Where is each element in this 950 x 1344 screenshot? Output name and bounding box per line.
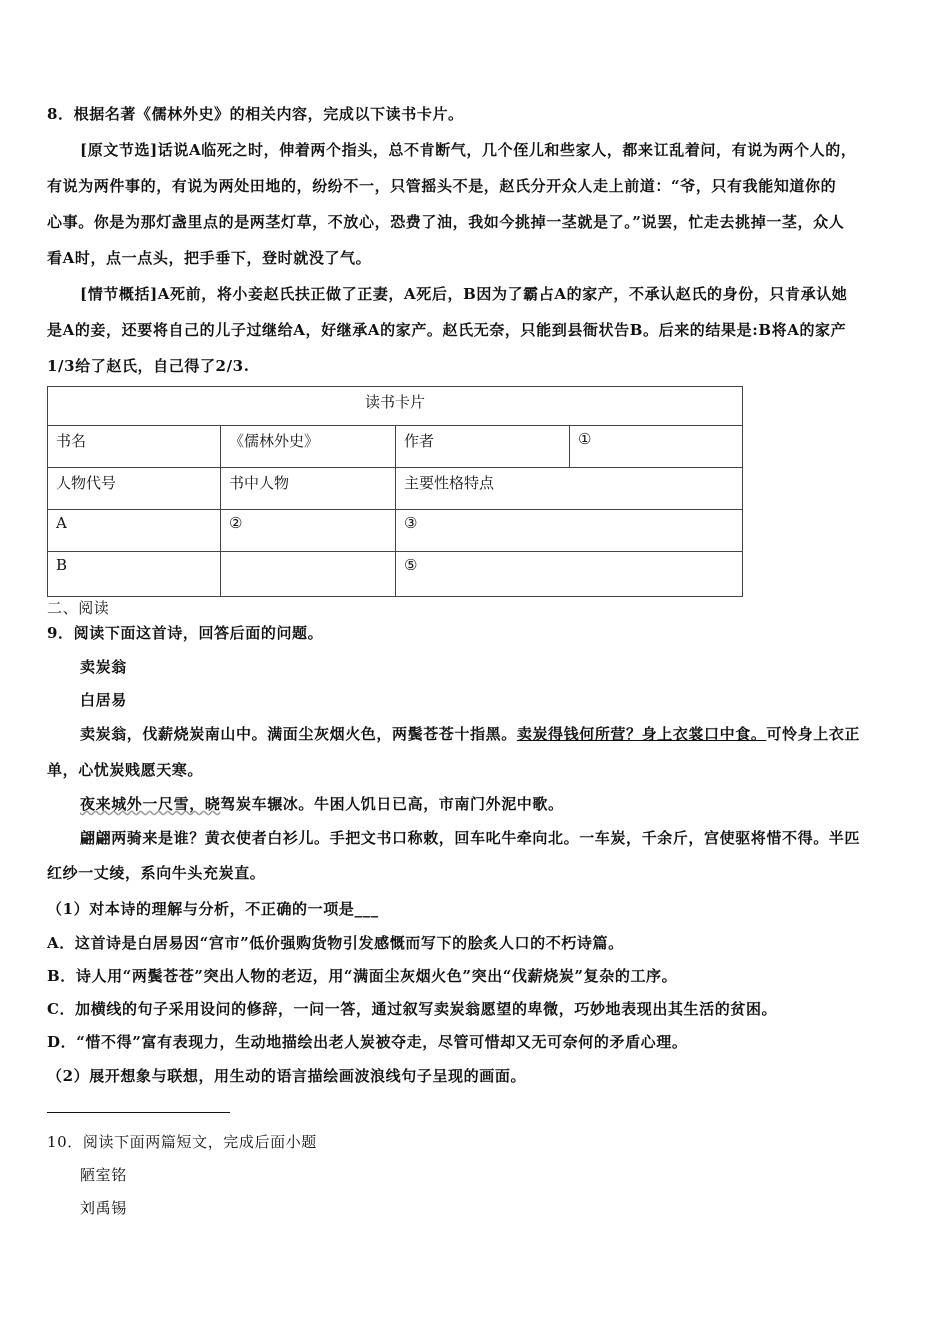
subquestion-1: （1）对本诗的理解与分析，不正确的一项是___ (47, 900, 379, 918)
cell (221, 552, 396, 597)
section-heading: 二、阅读 (47, 599, 110, 617)
cell: ① (570, 426, 743, 468)
card-title: 读书卡片 (48, 387, 743, 426)
text: 驾炭车辗冰。牛困人饥日已高，市南门外泥中歌。 (220, 795, 564, 813)
q8-orig-line: 有说为两件事的，有说为两处田地的，纷纷不一，只管摇头不是，赵氏分开众人走上前道：“爷，只有我能知道你的 (47, 177, 837, 195)
cell: 书中人物 (221, 468, 396, 510)
q10-text-title: 陋室铭 (80, 1166, 127, 1184)
q8-orig-line: [原文节选]话说A临死之时，伸着两个指头，总不肯断气，几个侄儿和些家人，都来讧乱着问，有说为两个人的， (80, 141, 857, 159)
text: 可怜身上衣正 (766, 725, 861, 743)
cell: A (48, 510, 221, 552)
q8-orig-line: 看A时，点一点头，把手垂下，登时就没了气。 (47, 249, 372, 267)
cell: 主要性格特点 (396, 468, 743, 510)
poem-title: 卖炭翁 (80, 658, 127, 676)
q8-summary-line: 是A的妾，还要将自己的儿子过继给A，好继承A的家产。赵氏无奈，只能到县衙状告B。后来的结果是:B将A的家产 (47, 321, 847, 339)
poem-line (80, 723, 860, 744)
q10-title: 10．阅读下面两篇短文，完成后面小题 (47, 1133, 317, 1151)
cell: B (48, 552, 221, 597)
poem-author: 白居易 (80, 691, 127, 709)
option-c: C．加横线的句子采用设问的修辞，一问一答，通过叙写卖炭翁愿望的卑微，巧妙地表现出其生活的贫困。 (47, 1000, 778, 1018)
subquestion-2: （2）展开想象与联想，用生动的语言描绘画波浪线句子呈现的画面。 (47, 1067, 527, 1085)
cell: 《儒林外史》 (221, 426, 396, 468)
option-d: D．“惜不得”富有表现力，生动地描绘出老人炭被夺走，尽管可惜却又无可奈何的矛盾心理。 (47, 1033, 688, 1051)
q9-title: 9．阅读下面这首诗，回答后面的问题。 (47, 624, 324, 642)
cell: ⑤ (396, 552, 743, 597)
poem-line: 单，心忧炭贱愿天寒。 (47, 761, 204, 779)
option-a: A．这首诗是白居易因“宫市”低价强购货物引发感慨而写下的脍炙人口的不朽诗篇。 (47, 934, 624, 952)
cell: ③ (396, 510, 743, 552)
q8-summary-line: 1/3给了赵氏，自己得了2/3. (47, 357, 250, 375)
poem-line: 翩翩两骑来是谁？黄衣使者白衫儿。手把文书口称敕，回车叱牛牵向北。一车炭，千余斤，宫使驱将惜不得。半匹 (80, 829, 861, 847)
text: 卖炭翁，伐薪烧炭南山中。满面尘灰烟火色，两鬓苍苍十指黑。 (80, 725, 517, 743)
q8-orig-line: 心事。你是为那灯盏里点的是两茎灯草，不放心，恐费了油，我如今挑掉一茎就是了。”说罢，忙走去挑掉一茎，众人 (47, 213, 845, 231)
q10-author: 刘禹锡 (80, 1199, 127, 1217)
q8-summary-line: [情节概括]A死前，将小妾赵氏扶正做了正妻，A死后，B因为了霸占A的家产，不承认赵氏的身份，只肯承认她 (80, 285, 848, 303)
option-b: B．诗人用“两鬓苍苍”突出人物的老迈，用“满面尘灰烟火色”突出“伐薪烧炭”复杂的工序。 (47, 967, 678, 985)
q8-title: 8．根据名著《儒林外史》的相关内容，完成以下读书卡片。 (47, 105, 464, 123)
cell: 作者 (396, 426, 570, 468)
wavy-underlined-sentence: 夜来城外一尺雪，晓 (80, 795, 221, 813)
underlined-sentence: 卖炭得钱何所营？身上衣裳口中食。 (516, 725, 767, 743)
poem-line: 红纱一丈绫，系向牛头充炭直。 (47, 864, 266, 882)
answer-line (47, 1112, 230, 1113)
cell: 人物代号 (48, 468, 221, 510)
cell: 书名 (48, 426, 221, 468)
cell: ② (221, 510, 396, 552)
poem-line (80, 793, 564, 814)
reading-card-table (47, 386, 743, 597)
